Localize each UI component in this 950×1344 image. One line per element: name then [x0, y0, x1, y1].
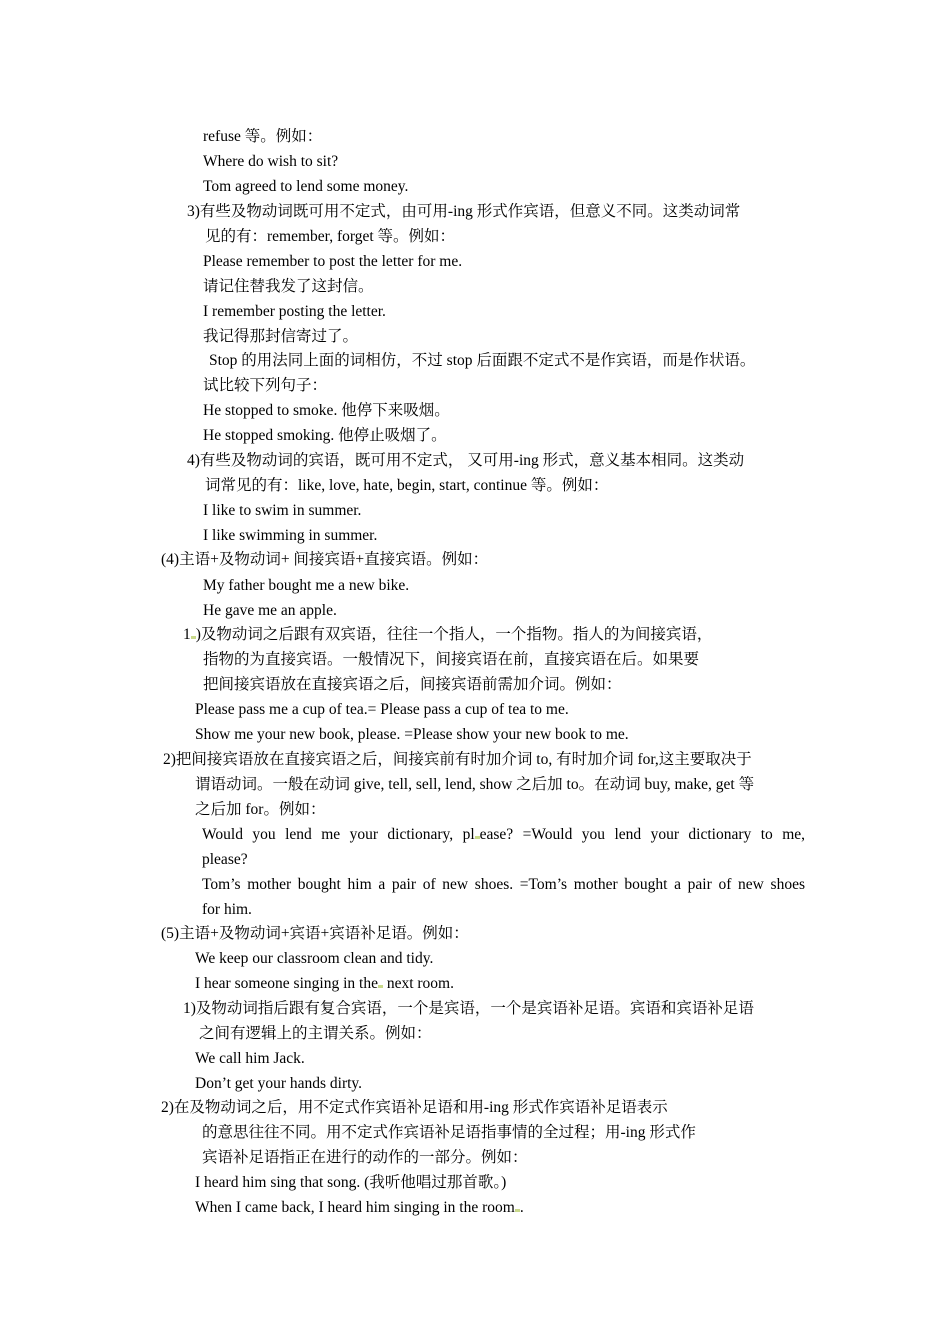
- text-segment: )及物动词之后跟有双宾语，往往一个指人，一个指物。指人的为间接宾语，: [195, 626, 713, 643]
- text-line: refuse 等。例如：: [203, 128, 323, 145]
- text-line: 谓语动词。一般在动词 give, tell, sell, lend, show 之后加 to。在动词 buy, make, get 等: [195, 776, 755, 793]
- section-heading: (4)主语+及物动词+ 间接宾语+直接宾语。例如：: [161, 551, 489, 568]
- text-line: Where do wish to sit?: [203, 153, 339, 170]
- text-line: I remember posting the letter.: [203, 303, 386, 320]
- text-line: My father bought me a new bike.: [203, 577, 410, 594]
- text-line: 把间接宾语放在直接宾语之后，间接宾语前需加介词。例如：: [203, 676, 622, 693]
- text-line: He gave me an apple.: [203, 602, 337, 619]
- text-line: [183, 625, 712, 645]
- text-segment: Would you lend me your dictionary, pl: [202, 826, 475, 843]
- text-line: 之后加 for。例如：: [195, 801, 326, 818]
- text-line: Don’t get your hands dirty.: [195, 1075, 363, 1092]
- text-segment: ease? =Would you lend your dictionary to me,: [479, 826, 806, 843]
- text-line: for him.: [202, 901, 252, 918]
- text-line: 见的有：remember, forget 等。例如：: [205, 228, 456, 245]
- text-segment: next room.: [382, 975, 454, 992]
- text-line: Tom’s mother bought him a pair of new shoes. =Tom’s mother bought a pair of new shoes: [202, 876, 805, 893]
- text-line: 词常见的有：like, love, hate, begin, start, continue 等。例如：: [205, 477, 609, 494]
- text-line: 请记住替我发了这封信。: [203, 278, 374, 295]
- text-line: I like swimming in summer.: [203, 527, 378, 544]
- text-segment: I hear someone singing in the: [195, 975, 378, 992]
- text-line: Show me your new book, please. =Please show your new book to me.: [195, 726, 629, 743]
- text-line: 4)有些及物动词的宾语，既可用不定式， 又可用-ing 形式，意义基本相同。这类动: [187, 452, 745, 469]
- text-line: Tom agreed to lend some money.: [203, 178, 409, 195]
- text-line: [195, 1198, 524, 1218]
- text-line: Please pass me a cup of tea.= Please pass a cup of tea to me.: [195, 701, 569, 718]
- text-line: 的意思往往不同。用不定式作宾语补足语指事情的全过程；用-ing 形式作: [202, 1124, 696, 1141]
- text-line: [195, 974, 454, 994]
- text-line: We call him Jack.: [195, 1050, 305, 1067]
- text-line: 3)有些及物动词既可用不定式，由可用-ing 形式作宾语，但意义不同。这类动词常: [187, 203, 741, 220]
- text-line: 之间有逻辑上的主谓关系。例如：: [199, 1025, 432, 1042]
- text-line: 2)在及物动词之后，用不定式作宾语补足语和用-ing 形式作宾语补足语表示: [161, 1099, 668, 1116]
- text-line: 试比较下列句子：: [203, 377, 328, 394]
- text-line: I like to swim in summer.: [203, 502, 362, 519]
- text-segment: .: [519, 1199, 524, 1216]
- text-line: please?: [202, 851, 248, 868]
- text-line: We keep our classroom clean and tidy.: [195, 950, 434, 967]
- text-line: 指物的为直接宾语。一般情况下，间接宾语在前，直接宾语在后。如果要: [203, 651, 700, 668]
- text-line: He stopped to smoke. 他停下来吸烟。: [203, 402, 450, 419]
- text-line: I heard him sing that song. (我听他唱过那首歌。): [195, 1174, 507, 1191]
- list-marker: 1: [183, 626, 191, 643]
- text-line: Stop 的用法同上面的词相仿，不过 stop 后面跟不定式不是作宾语，而是作状语。: [209, 352, 756, 369]
- section-heading: (5)主语+及物动词+宾语+宾语补足语。例如：: [161, 925, 469, 942]
- text-segment: When I came back, I heard him singing in the room: [195, 1199, 515, 1216]
- text-line: [202, 825, 805, 845]
- text-line: He stopped smoking. 他停止吸烟了。: [203, 427, 447, 444]
- text-line: 宾语补足语指正在进行的动作的一部分。例如：: [202, 1149, 528, 1166]
- text-line: 2)把间接宾语放在直接宾语之后，间接宾前有时加介词 to, 有时加介词 for,这主要取决于: [163, 751, 752, 768]
- text-line: 我记得那封信寄过了。: [203, 328, 359, 345]
- text-line: 1)及物动词指后跟有复合宾语，一个是宾语，一个是宾语补足语。宾语和宾语补足语: [183, 1000, 754, 1017]
- text-line: Please remember to post the letter for me.: [203, 253, 463, 270]
